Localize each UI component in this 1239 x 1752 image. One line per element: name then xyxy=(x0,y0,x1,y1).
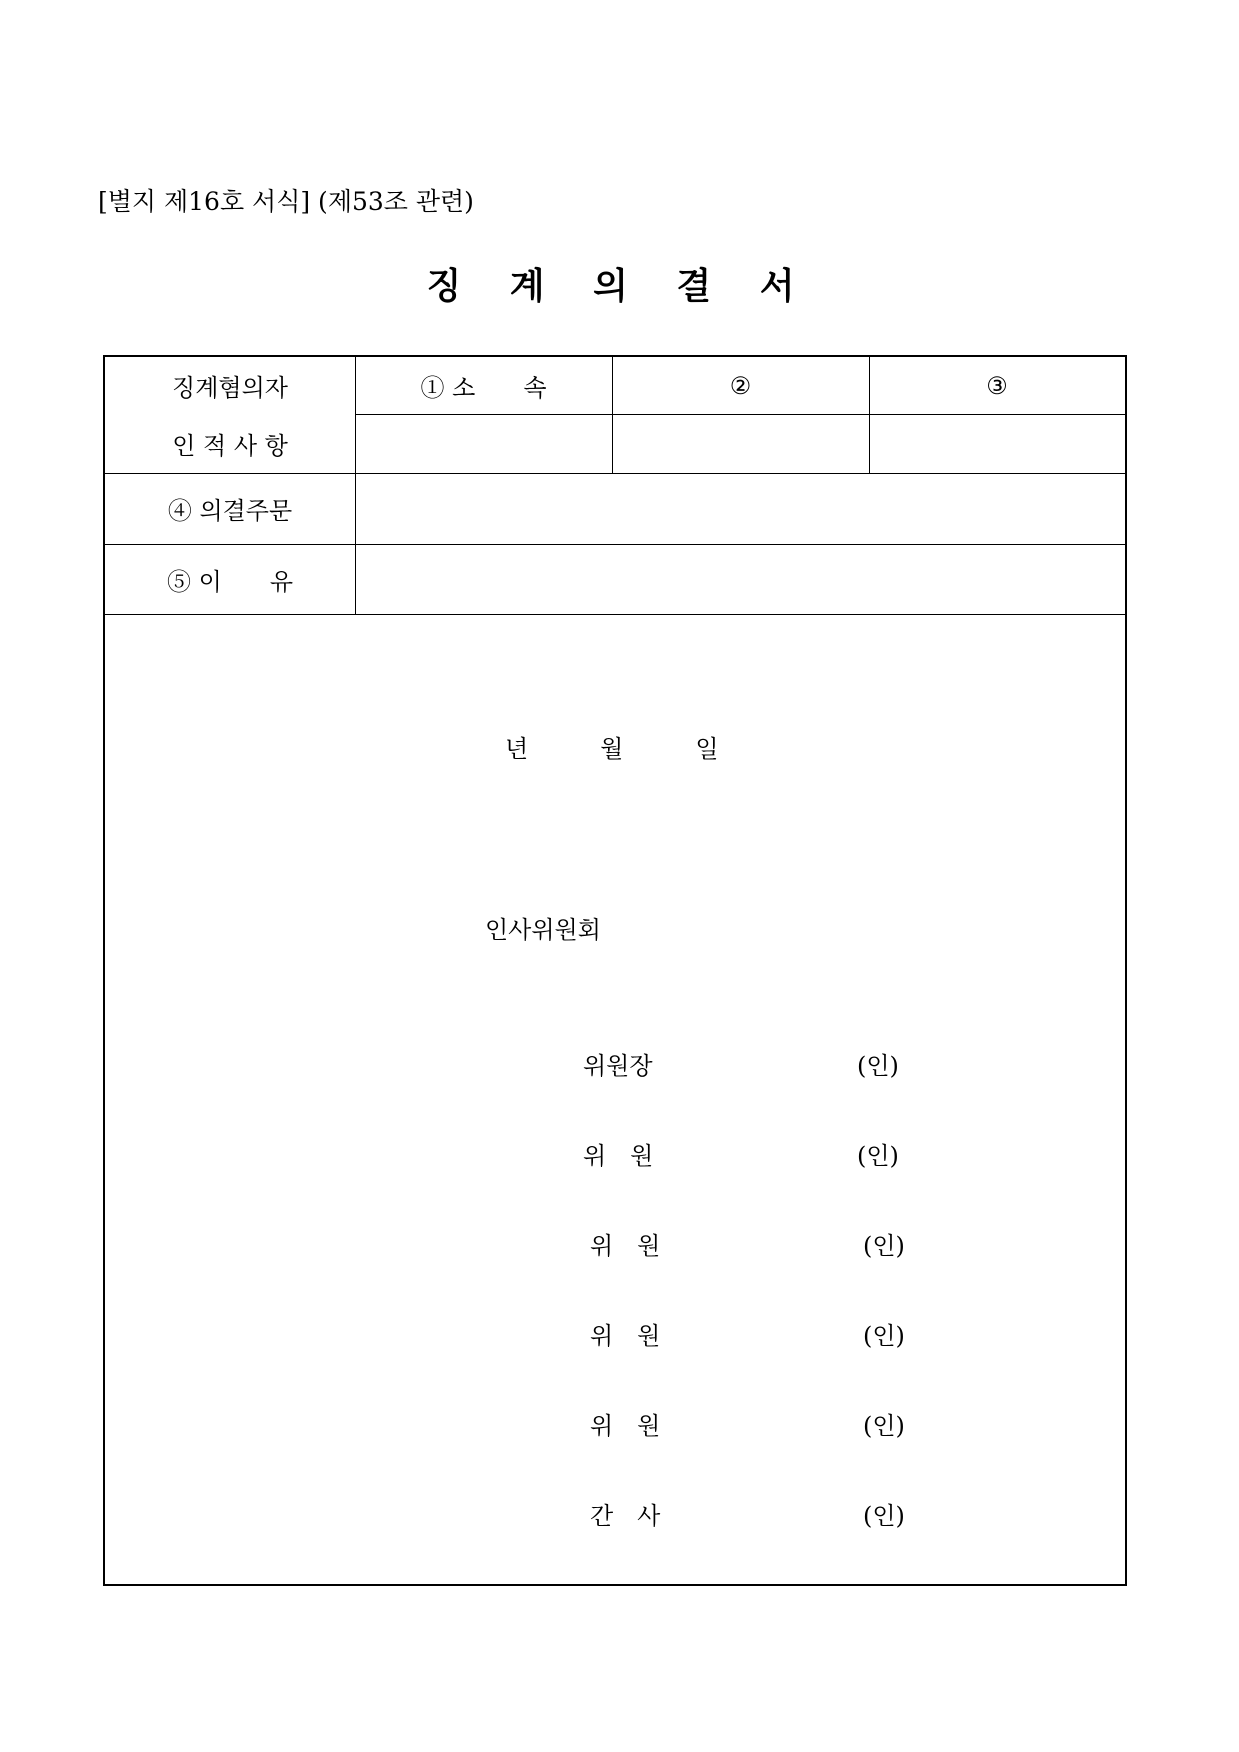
seal-mark: (인) xyxy=(863,1232,905,1260)
signer-role: 위 원 xyxy=(590,1322,661,1350)
resolution-order-label: ④ 의결주문 xyxy=(167,497,293,525)
subject-label-line2: 인 적 사 항 xyxy=(172,432,288,460)
signer-role: 간 사 xyxy=(590,1502,661,1530)
seal-mark: (인) xyxy=(863,1412,905,1440)
subject-label-line1: 징계혐의자 xyxy=(172,374,288,402)
affiliation-value[interactable] xyxy=(355,414,612,473)
reason-value[interactable] xyxy=(355,544,1125,614)
resolution-form-frame xyxy=(103,355,1127,1586)
reason-label: ⑤ 이 유 xyxy=(167,567,293,596)
committee-name: 인사위원회 xyxy=(485,916,601,944)
seal-mark: (인) xyxy=(863,1502,905,1530)
column-2-value[interactable] xyxy=(612,414,869,473)
column-3-value[interactable] xyxy=(869,414,1125,473)
seal-mark: (인) xyxy=(857,1142,899,1170)
signer-role: 위원장 xyxy=(583,1052,653,1080)
signer-role: 위 원 xyxy=(583,1142,654,1170)
seal-mark: (인) xyxy=(863,1322,905,1350)
document-title: 징 계 의 결 서 xyxy=(426,265,813,307)
resolution-order-value[interactable] xyxy=(355,473,1125,544)
date-line: 년 월 일 xyxy=(505,735,719,763)
signer-role: 위 원 xyxy=(590,1412,661,1440)
seal-mark: (인) xyxy=(857,1052,899,1080)
row-divider-3 xyxy=(105,614,1125,615)
form-number-note: [별지 제16호 서식] (제53조 관련) xyxy=(98,187,474,216)
column-2-header: ② xyxy=(729,371,752,400)
column-3-header: ③ xyxy=(986,371,1008,400)
signer-role: 위 원 xyxy=(590,1232,661,1260)
affiliation-header: ① 소 속 xyxy=(420,374,547,402)
